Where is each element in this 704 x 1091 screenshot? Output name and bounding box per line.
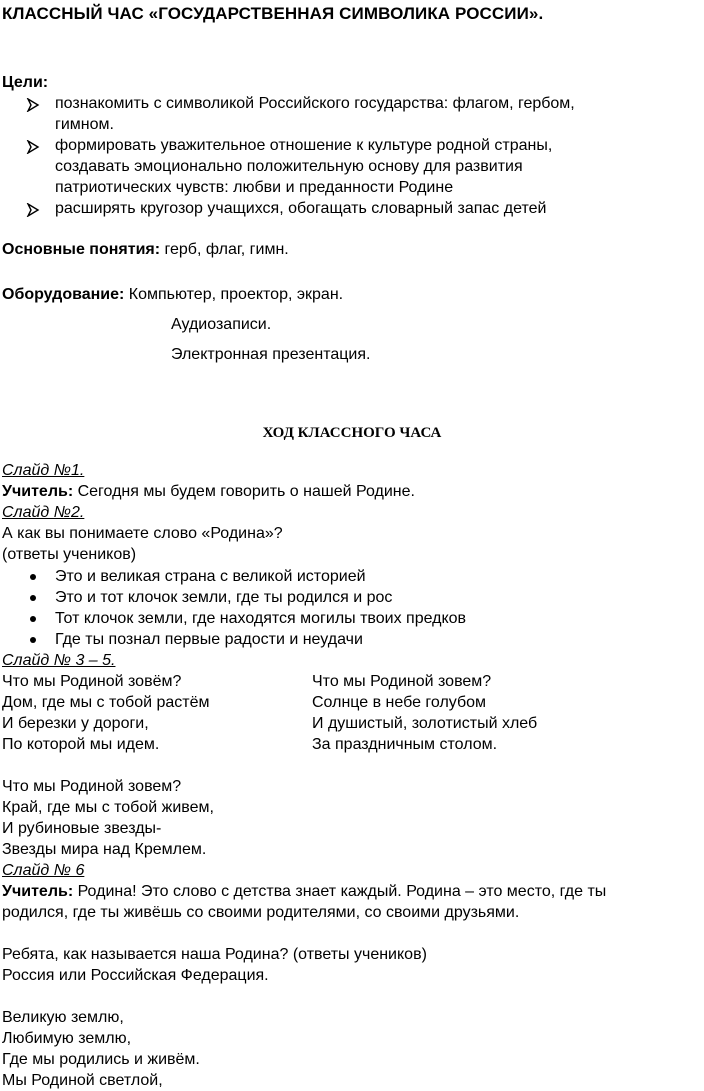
arrow-bullet-icon bbox=[26, 203, 40, 217]
arrow-bullet-icon bbox=[26, 140, 40, 154]
concepts-line bbox=[2, 240, 289, 260]
poem-2-line-3: Где мы родились и живём. bbox=[2, 1051, 200, 1068]
goal-item-2-line-1: формировать уважительное отношение к культуре родной страны, bbox=[55, 137, 553, 154]
slide-1-line bbox=[2, 482, 415, 502]
slide-2-bullet-2: Это и тот клочок земли, где ты родился и рос bbox=[55, 589, 393, 606]
goals-label: Цели: bbox=[2, 74, 49, 91]
slide-6-label: Слайд № 6 bbox=[2, 862, 85, 879]
goal-item-3-line-1: расширять кругозор учащихся, обогащать словарный запас детей bbox=[55, 200, 547, 217]
slide-6-text-1: Родина! Это слово с детства знает каждый. Родина – это место, где ты bbox=[73, 883, 607, 900]
poem-2-line-1: Великую землю, bbox=[2, 1009, 124, 1026]
slide-3-label: Слайд № 3 – 5. bbox=[2, 652, 116, 669]
bullet-dot-icon bbox=[30, 574, 36, 580]
goal-item-1-line-2: гимном. bbox=[55, 116, 114, 133]
poem-right-line-4: За праздничным столом. bbox=[312, 736, 498, 753]
slide-2-question: А как вы понимаете слово «Родина»? bbox=[2, 525, 283, 542]
slide-2-bullet-4: Где ты познал первые радости и неудачи bbox=[55, 631, 363, 648]
equipment-extra-1: Аудиозаписи. bbox=[171, 316, 272, 333]
poem-stanza-line-3: И рубиновые звезды- bbox=[2, 820, 162, 837]
equipment-label: Оборудование: bbox=[2, 286, 125, 303]
goal-item-1-line-1: познакомить с символикой Российского государства: флагом, гербом, bbox=[55, 95, 575, 112]
slide-1-label: Слайд №1. bbox=[2, 462, 85, 479]
section-heading: ХОД КЛАССНОГО ЧАСА bbox=[262, 425, 442, 441]
slide-2-bullet-1: Это и великая страна с великой историей bbox=[55, 568, 366, 585]
bullet-dot-icon bbox=[30, 595, 36, 601]
slide-6-line-1 bbox=[2, 882, 606, 902]
poem-left-line-2: Дом, где мы с тобой растём bbox=[2, 694, 210, 711]
poem-2-line-2: Любимую землю, bbox=[2, 1030, 132, 1047]
equipment-text: Компьютер, проектор, экран. bbox=[124, 286, 344, 303]
slide-6-question: Ребята, как называется наша Родина? (ответы учеников) bbox=[2, 946, 427, 963]
slide-2-note: (ответы учеников) bbox=[2, 546, 137, 563]
poem-2-line-4: Мы Родиной светлой, bbox=[2, 1072, 163, 1089]
poem-stanza-line-4: Звезды мира над Кремлем. bbox=[2, 841, 207, 858]
concepts-label: Основные понятия: bbox=[2, 241, 161, 258]
poem-stanza-line-1: Что мы Родиной зовем? bbox=[2, 778, 182, 795]
slide-6-line-2: родился, где ты живёшь со своими родителями, со своими друзьями. bbox=[2, 904, 520, 921]
poem-right-line-1: Что мы Родиной зовем? bbox=[312, 673, 492, 690]
poem-right-line-2: Солнце в небе голубом bbox=[312, 694, 487, 711]
arrow-bullet-icon bbox=[26, 98, 40, 112]
slide-6-answer: Россия или Российская Федерация. bbox=[2, 967, 269, 984]
document-title: КЛАССНЫЙ ЧАС «ГОСУДАРСТВЕННАЯ СИМВОЛИКА РОССИИ». bbox=[2, 4, 544, 23]
slide-2-bullet-3: Тот клочок земли, где находятся могилы твоих предков bbox=[55, 610, 467, 627]
teacher-label: Учитель: bbox=[2, 883, 74, 900]
equipment-extra-2: Электронная презентация. bbox=[171, 346, 371, 363]
equipment-line bbox=[2, 285, 343, 305]
slide-1-text: Сегодня мы будем говорить о нашей Родине. bbox=[73, 483, 415, 500]
poem-left-line-4: По которой мы идем. bbox=[2, 736, 160, 753]
poem-left-line-3: И березки у дороги, bbox=[2, 715, 149, 732]
bullet-dot-icon bbox=[30, 616, 36, 622]
goal-item-2-line-3: патриотических чувств: любви и преданности Родине bbox=[55, 179, 454, 196]
slide-2-label: Слайд №2. bbox=[2, 504, 85, 521]
poem-left-line-1: Что мы Родиной зовём? bbox=[2, 673, 182, 690]
concepts-text: герб, флаг, гимн. bbox=[160, 241, 289, 258]
bullet-dot-icon bbox=[30, 637, 36, 643]
poem-stanza-line-2: Край, где мы с тобой живем, bbox=[2, 799, 214, 816]
poem-right-line-3: И душистый, золотистый хлеб bbox=[312, 715, 538, 732]
teacher-label: Учитель: bbox=[2, 483, 74, 500]
goal-item-2-line-2: создавать эмоционально положительную основу для развития bbox=[55, 158, 523, 175]
